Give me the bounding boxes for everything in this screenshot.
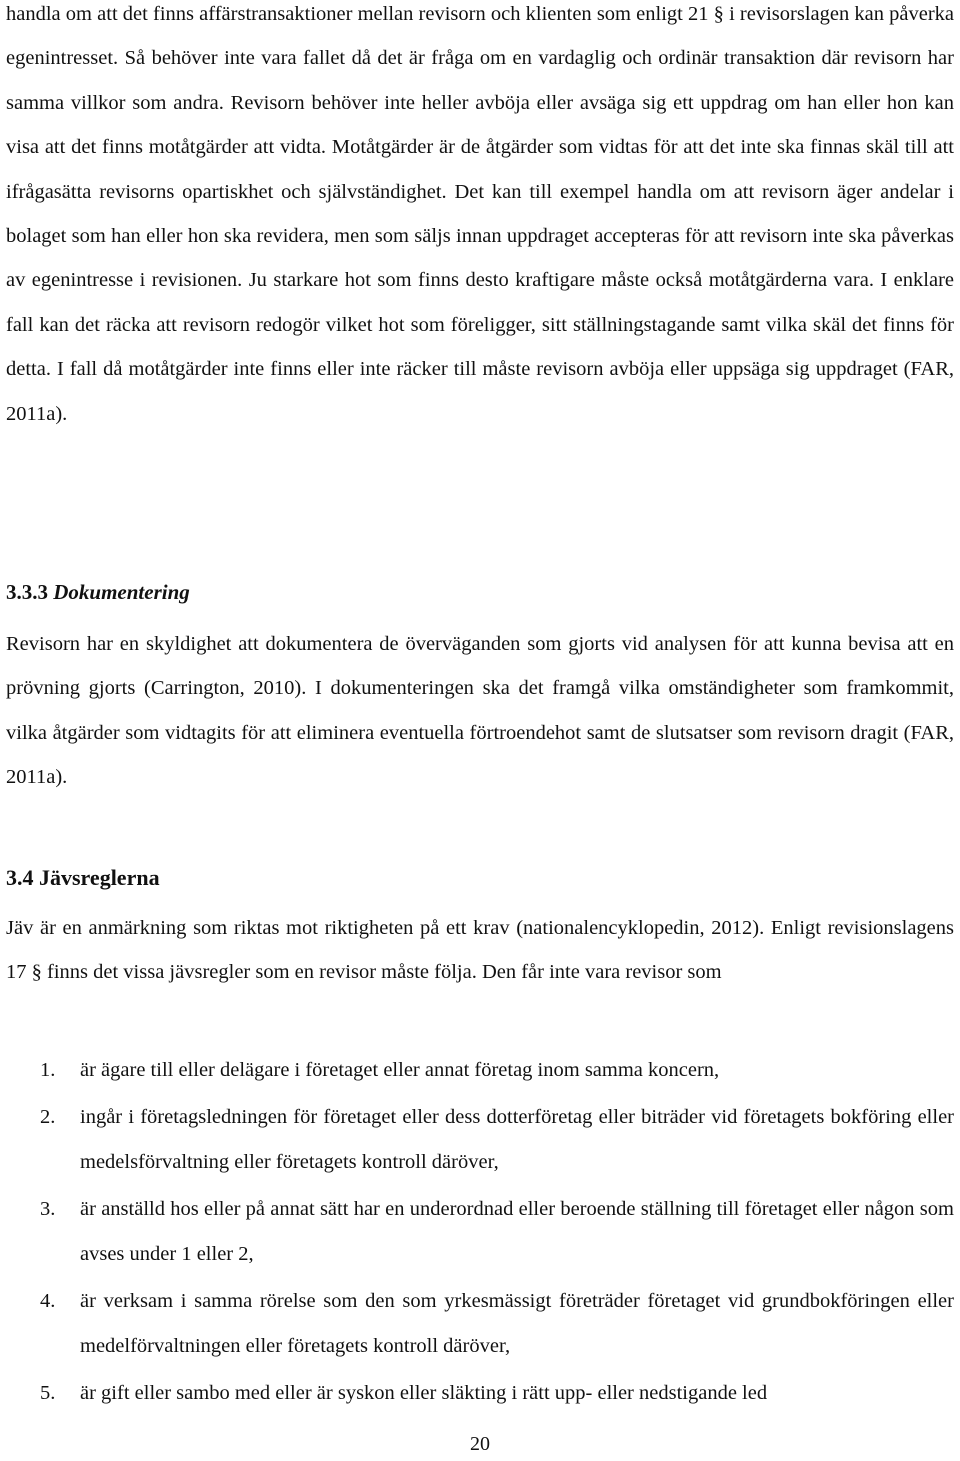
list-item [6,1095,954,1185]
section-number: 3.4 [6,865,34,890]
body-paragraph: Jäv är en anmärkning som riktas mot riktigheten på ett krav (nationalencyklopedin, 2012). Enligt revisionslagens 17 § finns det vissa jävsregler som en revisor måste följa. Den får inte vara revisor som [6,917,954,984]
list-number: 4. [40,1290,56,1312]
list-item [6,1371,954,1416]
list-text: är anställd hos eller på annat sätt har en underordnad eller beroende ställning till företaget eller någon som avses under 1 eller 2, [80,1198,954,1265]
list-number: 1. [40,1059,56,1081]
body-paragraph: Revisorn har en skyldighet att dokumentera de överväganden som gjorts vid analysen för att kunna bevisa att en prövning gjorts (Carrington, 2010). I dokumenteringen ska det framgå vilka omständigheter som framkommit, vilka åtgärder som vidtagits för att eliminera eventuella förtroendehot samt de slutsatser som revisorn dragit (FAR, 2011a). [6,633,954,789]
body-paragraph: handla om att det finns affärstransaktioner mellan revisorn och klienten som enligt 21 § i revisorslagen kan påverka egenintresset. Så behöver inte vara fallet då det är fråga om en vardaglig och ordinär transaktion där revisorn har samma villkor som andra. Revisorn behöver inte heller avböja eller avsäga sig ett uppdrag om han eller hon kan visa att det finns motåtgärder att vidta. Motåtgärder är de åtgärder som vidtas för att det inte ska finnas skäl till att ifrågasätta revisorns opartiskhet och självständighet. Det kan till exempel handla om att revisorn äger andelar i bolaget som han eller hon ska revidera, men som säljs innan uppdraget accepteras för att revisorn inte ska påverkas av egenintresse i revisionen. Ju starkare hot som finns desto kraftigare måste också motåtgärderna vara. I enklare fall kan det räcka att revisorn redogör vilket hot som föreligger, sitt ställningstagande samt vilka skäl det finns för detta. I fall då motåtgärder inte finns eller inte räcker till måste revisorn avböja eller uppsäga sig uppdraget (FAR, 2011a). [6,3,954,425]
subsection-heading [6,570,190,614]
section-heading [6,856,160,900]
list-number: 3. [40,1198,56,1220]
list-text: är verksam i samma rörelse som den som yrkesmässigt företräder företaget vid grundbokföringen eller medelförvaltningen eller företagets kontroll däröver, [80,1290,954,1357]
list-item [6,1187,954,1277]
list-item [6,1279,954,1369]
list-item [6,1048,954,1093]
numbered-list [6,1048,954,1418]
list-number: 2. [40,1106,56,1128]
page-number: 20 [470,1433,490,1455]
subsection-title: Dokumentering [53,580,190,604]
list-text: ingår i företagsledningen för företaget eller dess dotterföretag eller biträder vid företagets bokföring eller medelsförvaltning eller företagets kontroll däröver, [80,1106,954,1173]
list-number: 5. [40,1382,56,1404]
section-title: Jävsreglerna [39,865,160,890]
list-text: är gift eller sambo med eller är syskon eller släkting i rätt upp- eller nedstigande led [80,1382,768,1404]
subsection-number: 3.3.3 [6,580,48,604]
list-text: är ägare till eller delägare i företaget eller annat företag inom samma koncern, [80,1059,720,1081]
